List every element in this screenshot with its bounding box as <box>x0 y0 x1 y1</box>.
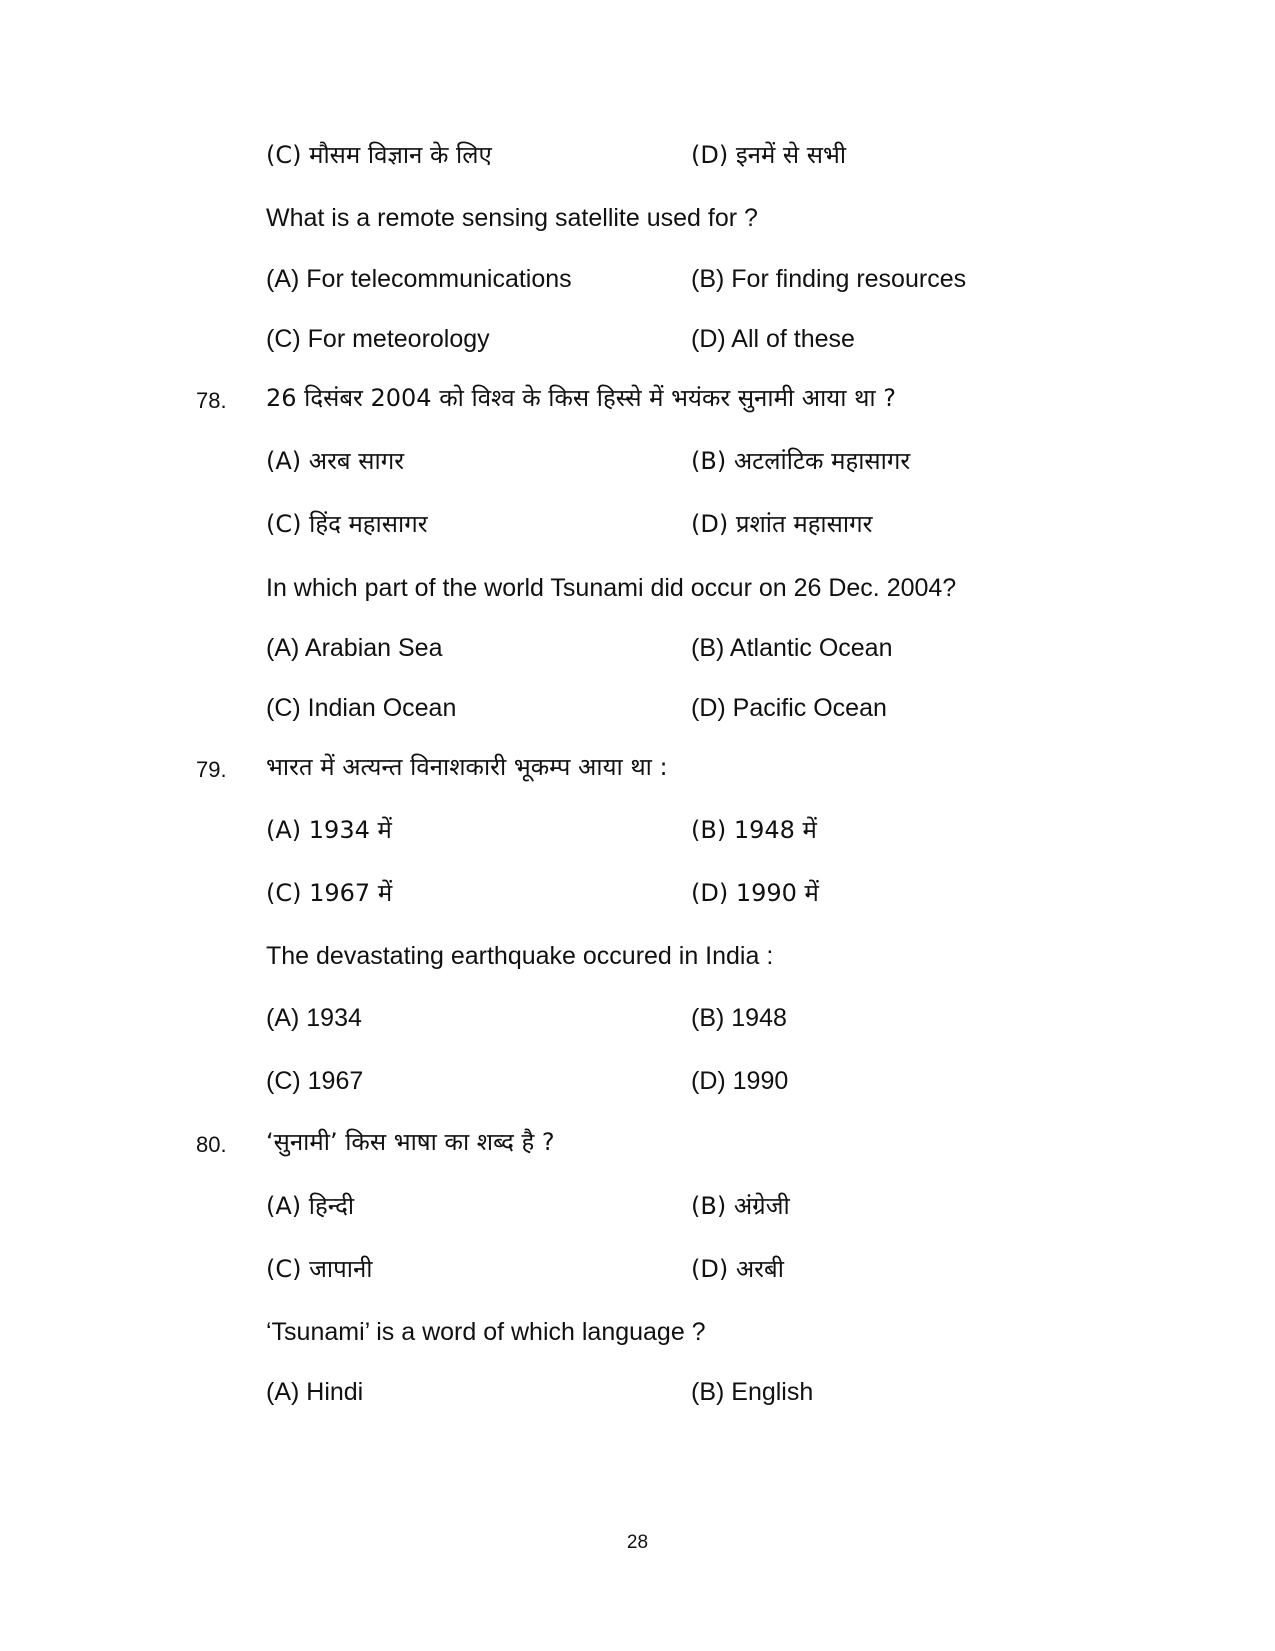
q77-en-option-a: (A) For telecommunications <box>266 265 572 293</box>
q80-hi-option-b: (B) अंग्रेजी <box>691 1192 790 1220</box>
q79-en-option-c: (C) 1967 <box>266 1067 364 1095</box>
q79-hi-option-c: (C) 1967 में <box>266 879 393 907</box>
q80-en-option-b: (B) English <box>691 1378 814 1406</box>
q78-hi-option-d: (D) प्रशांत महासागर <box>691 510 873 538</box>
q80-hi-question: ‘सुनामी’ किस भाषा का शब्द है ? <box>266 1128 555 1156</box>
q79-number: 79. <box>196 757 227 782</box>
q77-en-question: What is a remote sensing satellite used for ? <box>266 204 758 232</box>
q78-hi-question: 26 दिसंबर 2004 को विश्व के किस हिस्से में भयंकर सुनामी आया था ? <box>266 384 896 412</box>
q79-en-option-a: (A) 1934 <box>266 1004 362 1032</box>
q80-hi-option-d: (D) अरबी <box>691 1255 784 1283</box>
q77-en-option-d: (D) All of these <box>691 325 855 353</box>
q77-en-option-b: (B) For finding resources <box>691 265 967 293</box>
q79-hi-option-b: (B) 1948 में <box>691 816 817 844</box>
q77-hi-option-c: (C) मौसम विज्ञान के लिए <box>266 141 492 169</box>
q80-hi-option-c: (C) जापानी <box>266 1255 373 1283</box>
q78-en-option-a: (A) Arabian Sea <box>266 634 443 662</box>
q78-en-option-c: (C) Indian Ocean <box>266 694 457 722</box>
q79-en-option-b: (B) 1948 <box>691 1004 787 1032</box>
q79-en-option-d: (D) 1990 <box>691 1067 789 1095</box>
q80-hi-option-a: (A) हिन्दी <box>266 1192 355 1220</box>
q78-en-question: In which part of the world Tsunami did occur on 26 Dec. 2004? <box>266 574 957 602</box>
q78-number: 78. <box>196 388 227 413</box>
q79-hi-option-a: (A) 1934 में <box>266 816 392 844</box>
q78-hi-option-c: (C) हिंद महासागर <box>266 510 428 538</box>
q78-en-option-d: (D) Pacific Ocean <box>691 694 887 722</box>
q78-en-option-b: (B) Atlantic Ocean <box>691 634 893 662</box>
q78-hi-option-b: (B) अटलांटिक महासागर <box>691 447 911 475</box>
q79-en-question: The devastating earthquake occured in India : <box>266 942 774 970</box>
q78-hi-option-a: (A) अरब सागर <box>266 447 405 475</box>
q79-hi-option-d: (D) 1990 में <box>691 879 819 907</box>
q77-hi-option-d: (D) इनमें से सभी <box>691 141 847 169</box>
page-number: 28 <box>626 1532 649 1553</box>
q79-hi-question: भारत में अत्यन्त विनाशकारी भूकम्प आया था : <box>266 753 668 781</box>
q80-en-question: ‘Tsunami’ is a word of which language ? <box>266 1318 706 1346</box>
q77-en-option-c: (C) For meteorology <box>266 325 490 353</box>
q80-en-option-a: (A) Hindi <box>266 1378 364 1406</box>
q80-number: 80. <box>196 1132 227 1157</box>
